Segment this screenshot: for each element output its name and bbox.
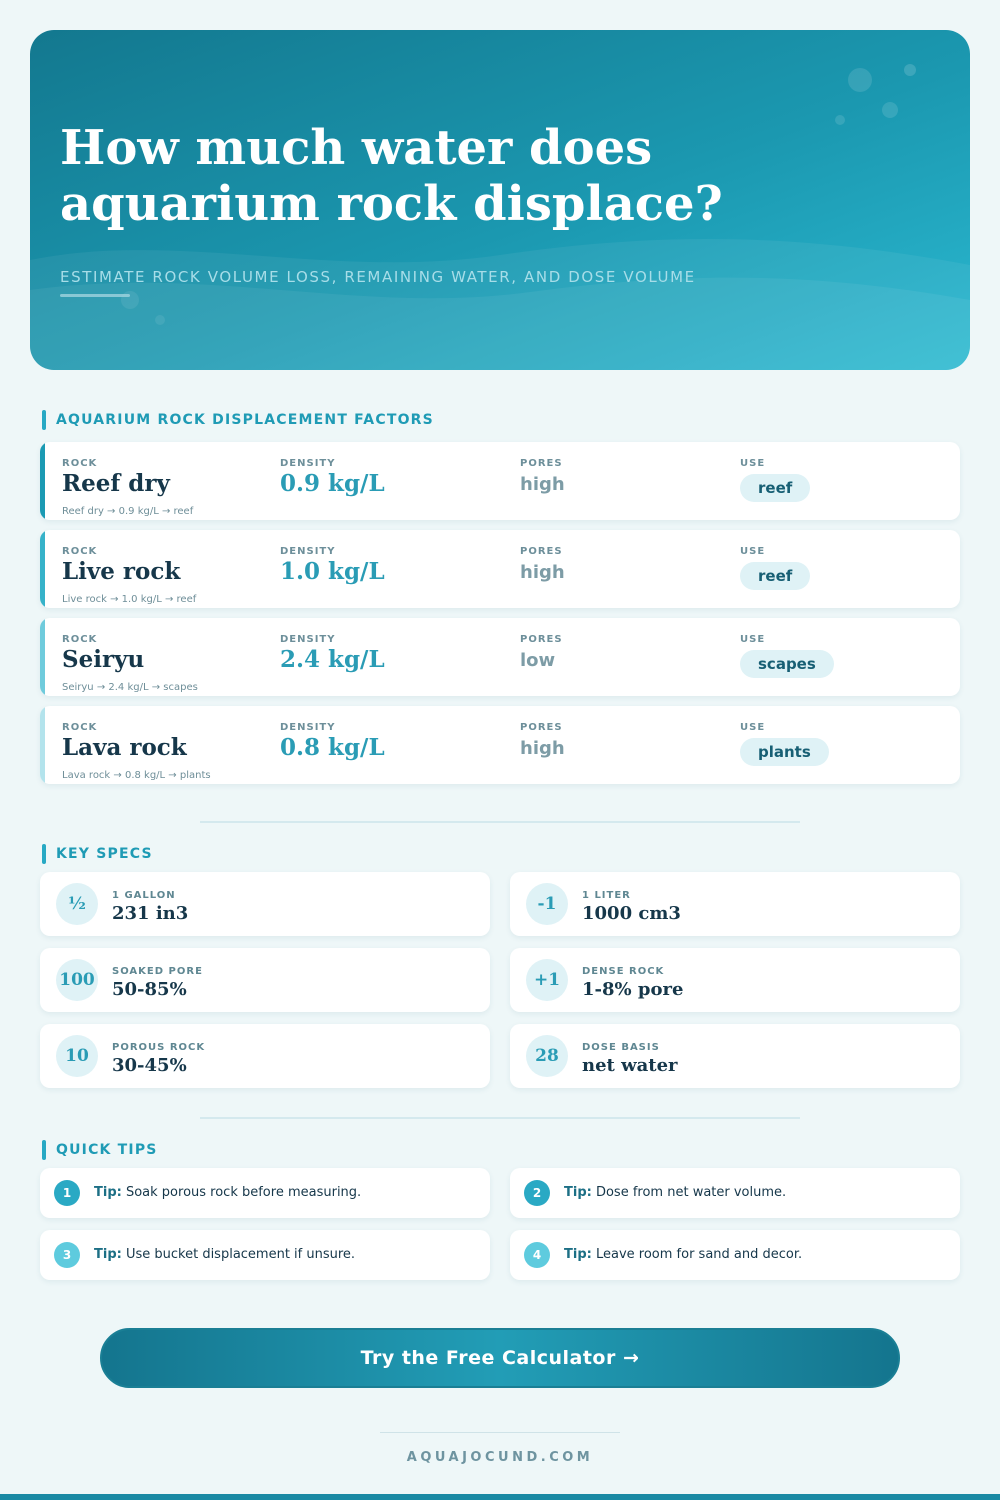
tip-body: Use bucket displacement if unsure.: [125, 1247, 356, 1262]
spec-card: [40, 948, 490, 1012]
spec-badge: +1: [526, 959, 568, 1001]
spec-label: DOSE BASIS: [582, 1042, 660, 1053]
tip-body: Soak porous rock before measuring.: [125, 1185, 362, 1200]
rock-pores: high: [520, 474, 565, 495]
tip-card: [510, 1168, 960, 1218]
spec-label: POROUS ROCK: [112, 1042, 206, 1053]
tip-text: [94, 1185, 361, 1200]
tip-number-badge: 1: [54, 1180, 80, 1206]
rock-name: Reef dry: [62, 470, 170, 497]
tip-prefix: Tip:: [564, 1185, 592, 1200]
spec-value: 30-45%: [112, 1055, 187, 1076]
spec-card: [510, 1024, 960, 1088]
hero-banner: [30, 30, 970, 370]
rock-row: [40, 706, 960, 784]
use-column-label: USE: [740, 458, 766, 469]
spec-value: 1-8% pore: [582, 979, 684, 1000]
spec-label: 1 GALLON: [112, 890, 176, 901]
rock-density: 1.0 kg/L: [280, 558, 385, 585]
pores-column-label: PORES: [520, 634, 563, 645]
tip-prefix: Tip:: [94, 1247, 122, 1262]
key-specs-heading: KEY SPECS: [42, 844, 153, 864]
tip-number-badge: 4: [524, 1242, 550, 1268]
tip-card: [510, 1230, 960, 1280]
density-column-label: DENSITY: [280, 634, 336, 645]
spec-card: [510, 872, 960, 936]
page-title: How much water does aquarium rock displace?: [60, 120, 723, 232]
rock-use-badge: scapes: [740, 650, 834, 678]
title-underline: [60, 294, 130, 297]
spec-badge: 100: [56, 959, 98, 1001]
rock-use-badge: reef: [740, 562, 810, 590]
rock-column-label: ROCK: [62, 722, 98, 733]
row-accent-bar: [40, 530, 45, 608]
rock-note: Live rock → 1.0 kg/L → reef: [62, 594, 197, 605]
rock-density: 2.4 kg/L: [280, 646, 385, 673]
rock-use-badge: reef: [740, 474, 810, 502]
rock-name: Seiryu: [62, 646, 145, 673]
footer-divider: [380, 1432, 620, 1433]
rock-density: 0.9 kg/L: [280, 470, 385, 497]
tip-body: Leave room for sand and decor.: [595, 1247, 803, 1262]
quick-tips-heading: QUICK TIPS: [42, 1140, 158, 1160]
tip-prefix: Tip:: [564, 1247, 592, 1262]
spec-value: 1000 cm3: [582, 903, 681, 924]
bottom-accent-bar: [0, 1494, 1000, 1500]
rock-column-label: ROCK: [62, 634, 98, 645]
tip-body: Dose from net water volume.: [595, 1185, 787, 1200]
rock-density: 0.8 kg/L: [280, 734, 385, 761]
spec-value: 50-85%: [112, 979, 187, 1000]
tip-number-badge: 3: [54, 1242, 80, 1268]
rock-pores: high: [520, 562, 565, 583]
spec-badge: 28: [526, 1035, 568, 1077]
tip-prefix: Tip:: [94, 1185, 122, 1200]
density-column-label: DENSITY: [280, 722, 336, 733]
spec-card: [40, 872, 490, 936]
spec-card: [40, 1024, 490, 1088]
rock-name: Lava rock: [62, 734, 187, 761]
spec-value: 231 in3: [112, 903, 189, 924]
rock-note: Lava rock → 0.8 kg/L → plants: [62, 770, 211, 781]
rock-row: [40, 618, 960, 696]
rock-row: [40, 442, 960, 520]
use-column-label: USE: [740, 634, 766, 645]
spec-label: SOAKED PORE: [112, 966, 203, 977]
spec-badge: 10: [56, 1035, 98, 1077]
spec-card: [510, 948, 960, 1012]
tip-text: [94, 1247, 355, 1262]
use-column-label: USE: [740, 722, 766, 733]
spec-label: 1 LITER: [582, 890, 631, 901]
use-column-label: USE: [740, 546, 766, 557]
tip-card: [40, 1230, 490, 1280]
rock-pores: high: [520, 738, 565, 759]
pores-column-label: PORES: [520, 458, 563, 469]
rock-row: [40, 530, 960, 608]
tip-text: [564, 1185, 786, 1200]
pores-column-label: PORES: [520, 546, 563, 557]
page-subtitle: ESTIMATE ROCK VOLUME LOSS, REMAINING WATER, AND DOSE VOLUME: [60, 268, 696, 286]
section-divider: [200, 1117, 800, 1119]
tip-text: [564, 1247, 802, 1262]
row-accent-bar: [40, 442, 45, 520]
tip-card: [40, 1168, 490, 1218]
spec-badge: ½: [56, 883, 98, 925]
tip-number-badge: 2: [524, 1180, 550, 1206]
rock-factors-heading: AQUARIUM ROCK DISPLACEMENT FACTORS: [42, 410, 434, 430]
spec-badge: -1: [526, 883, 568, 925]
density-column-label: DENSITY: [280, 546, 336, 557]
rock-pores: low: [520, 650, 556, 671]
rock-note: Reef dry → 0.9 kg/L → reef: [62, 506, 194, 517]
section-divider: [200, 821, 800, 823]
rock-column-label: ROCK: [62, 458, 98, 469]
rock-name: Live rock: [62, 558, 181, 585]
density-column-label: DENSITY: [280, 458, 336, 469]
spec-label: DENSE ROCK: [582, 966, 665, 977]
rock-use-badge: plants: [740, 738, 829, 766]
spec-value: net water: [582, 1055, 678, 1076]
rock-column-label: ROCK: [62, 546, 98, 557]
row-accent-bar: [40, 618, 45, 696]
free-calculator-button[interactable]: Try the Free Calculator →: [100, 1328, 900, 1388]
pores-column-label: PORES: [520, 722, 563, 733]
row-accent-bar: [40, 706, 45, 784]
footer-site-link[interactable]: AQUAJOCUND.COM: [406, 1450, 594, 1465]
rock-note: Seiryu → 2.4 kg/L → scapes: [62, 682, 198, 693]
